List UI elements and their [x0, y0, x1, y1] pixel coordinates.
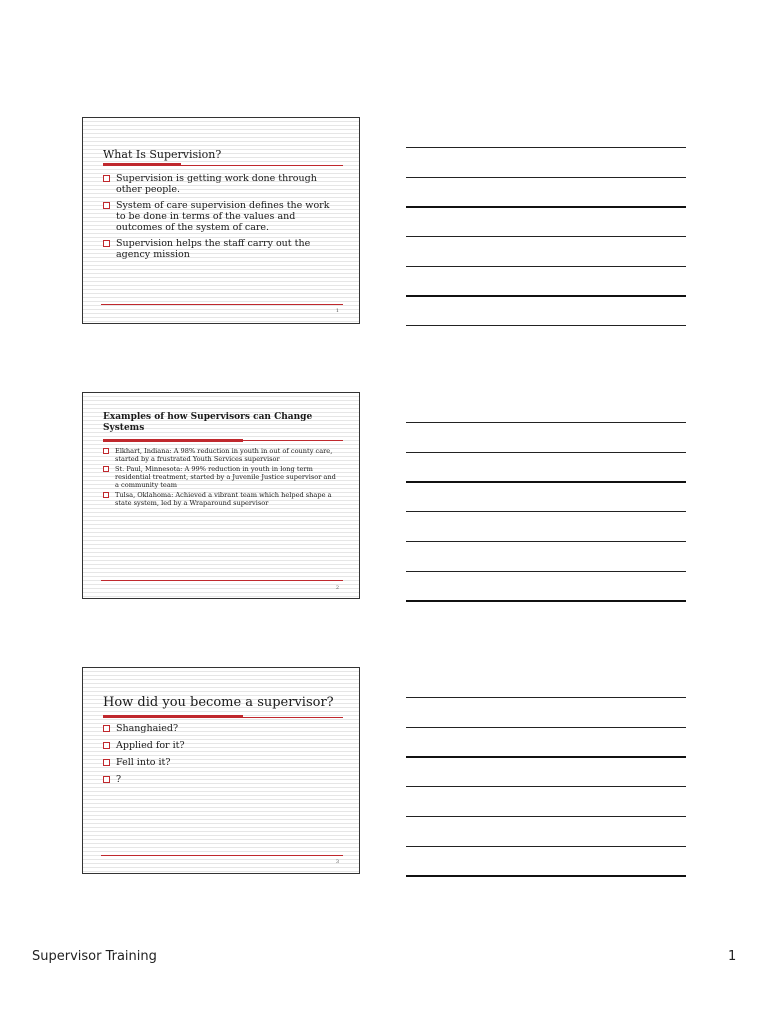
slide-title: Examples of how Supervisors can Change Systems — [103, 412, 313, 433]
list-item: ? — [103, 774, 339, 785]
note-line — [406, 600, 686, 602]
square-bullet-icon — [103, 448, 109, 454]
note-line — [406, 571, 686, 572]
page-number: 1 — [728, 949, 737, 964]
square-bullet-icon — [103, 202, 110, 209]
footer-rule — [101, 855, 343, 856]
slide-2 — [82, 392, 360, 599]
note-line — [406, 697, 686, 698]
slide-1 — [82, 117, 360, 324]
footer-rule — [101, 304, 343, 305]
note-line — [406, 147, 686, 148]
note-line — [406, 756, 686, 758]
footer-title: Supervisor Training — [32, 949, 157, 964]
note-line — [406, 422, 686, 423]
square-bullet-icon — [103, 175, 110, 182]
square-bullet-icon — [103, 466, 109, 472]
bullet-list — [103, 723, 339, 791]
slide-title: What Is Supervision? — [103, 148, 222, 161]
square-bullet-icon — [103, 725, 110, 732]
title-rule — [103, 440, 343, 441]
bullet-list — [103, 173, 339, 265]
square-bullet-icon — [103, 742, 110, 749]
list-item: System of care supervision defines the work to be done in terms of the values and outcomes of the system of care. — [103, 200, 339, 233]
bullet-list — [103, 447, 339, 509]
note-line — [406, 236, 686, 237]
note-line — [406, 452, 686, 453]
slide-number: 1 — [335, 308, 339, 314]
slide-number: 2 — [335, 585, 339, 591]
note-line — [406, 177, 686, 178]
list-item: Elkhart, Indiana: A 98% reduction in youth in out of county care, started by a frustrated Youth Services supervisor — [103, 447, 339, 463]
note-line — [406, 511, 686, 512]
note-line — [406, 325, 686, 326]
slide-title: How did you become a supervisor? — [103, 695, 334, 710]
square-bullet-icon — [103, 759, 110, 766]
footer-rule — [101, 580, 343, 581]
square-bullet-icon — [103, 492, 109, 498]
note-line — [406, 266, 686, 267]
note-line — [406, 846, 686, 847]
list-item: St. Paul, Minnesota: A 99% reduction in youth in long term residential treatment, started by a Juvenile Justice supervisor and a community team — [103, 465, 339, 489]
note-line — [406, 481, 686, 483]
square-bullet-icon — [103, 776, 110, 783]
note-line — [406, 816, 686, 817]
note-line — [406, 727, 686, 728]
slide-3 — [82, 667, 360, 874]
list-item: Supervision is getting work done through other people. — [103, 173, 339, 195]
list-item: Shanghaied? — [103, 723, 339, 734]
note-line — [406, 541, 686, 542]
list-item: Applied for it? — [103, 740, 339, 751]
list-item: Tulsa, Oklahoma: Achieved a vibrant team which helped shape a state system, led by a Wraparound supervisor — [103, 491, 339, 507]
note-line — [406, 295, 686, 297]
slide-number: 3 — [335, 859, 339, 865]
note-line — [406, 875, 686, 877]
title-rule — [103, 717, 343, 718]
list-item: Supervision helps the staff carry out the agency mission — [103, 238, 339, 260]
square-bullet-icon — [103, 240, 110, 247]
list-item: Fell into it? — [103, 757, 339, 768]
note-line — [406, 786, 686, 787]
note-line — [406, 206, 686, 208]
title-rule — [103, 165, 343, 166]
